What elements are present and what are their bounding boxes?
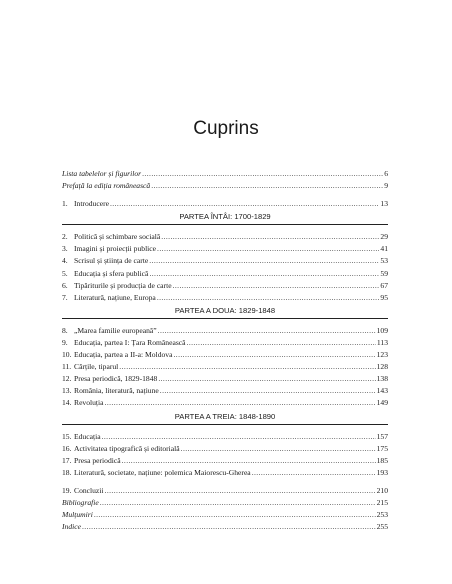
toc-entry-page: 175 bbox=[376, 443, 388, 453]
toc-entry-number: 7. bbox=[62, 292, 68, 302]
toc-entry[interactable] bbox=[62, 361, 388, 373]
toc-entry-page: 128 bbox=[376, 362, 388, 372]
toc-entry-label: Educația, partea I: Țara Românească bbox=[74, 337, 186, 347]
leader-dots bbox=[149, 255, 379, 267]
toc-entry-number: 17. bbox=[62, 455, 72, 465]
toc-entry-page: 157 bbox=[376, 431, 388, 441]
toc-entry-number: 11. bbox=[62, 362, 72, 372]
leader-dots bbox=[160, 385, 376, 397]
toc-entry-page: 143 bbox=[376, 386, 388, 396]
toc-entry-number: 4. bbox=[62, 256, 68, 266]
toc-entry-number: 19. bbox=[62, 485, 72, 495]
leader-dots bbox=[173, 280, 380, 292]
toc-entry-label: Politică și schimbare socială bbox=[74, 232, 161, 242]
toc-entry[interactable] bbox=[62, 198, 388, 210]
toc-entry[interactable] bbox=[62, 337, 388, 349]
toc-entry[interactable] bbox=[62, 255, 388, 267]
toc-entry[interactable] bbox=[62, 509, 388, 521]
toc-entry-number: 12. bbox=[62, 374, 72, 384]
toc-entry-page: 138 bbox=[376, 374, 388, 384]
toc-entry-label: Presa periodică bbox=[74, 455, 121, 465]
leader-dots bbox=[161, 231, 379, 243]
toc-entry[interactable] bbox=[62, 431, 388, 443]
toc-entry-page: 59 bbox=[380, 268, 388, 278]
leader-dots bbox=[82, 521, 376, 533]
leader-dots bbox=[110, 198, 379, 210]
toc-entry-label: Indice bbox=[62, 522, 81, 532]
leader-dots bbox=[142, 168, 383, 180]
toc-entry[interactable] bbox=[62, 373, 388, 385]
toc-entry-label: Concluzii bbox=[74, 485, 104, 495]
toc-entry-label: „Marea familie europeană” bbox=[74, 325, 157, 335]
toc-entry-page: 95 bbox=[380, 292, 388, 302]
toc-entry-label: Literatură, societate, națiune: polemica Maiorescu-Gherea bbox=[74, 467, 251, 477]
toc-entry-number: 18. bbox=[62, 467, 72, 477]
toc-entry-number: 14. bbox=[62, 398, 72, 408]
toc-entry[interactable] bbox=[62, 443, 388, 455]
toc-entry-page: 123 bbox=[376, 350, 388, 360]
toc-entry-label: Educația bbox=[74, 431, 101, 441]
toc-entry-page: 215 bbox=[376, 497, 388, 507]
toc-entry-page: 185 bbox=[376, 455, 388, 465]
part-heading: PARTEA A TREIA: 1848-1890 bbox=[62, 410, 388, 425]
leader-dots bbox=[157, 243, 379, 255]
leader-dots bbox=[94, 509, 376, 521]
leader-dots bbox=[105, 397, 376, 409]
toc-entry-page: 41 bbox=[380, 244, 388, 254]
toc-entry-label: Imagini și proiecții publice bbox=[74, 244, 157, 254]
toc-entry[interactable] bbox=[62, 397, 388, 409]
leader-dots bbox=[158, 325, 376, 337]
part-heading: PARTEA ÎNTÂI: 1700-1829 bbox=[62, 210, 388, 225]
toc-entry-page: 53 bbox=[380, 256, 388, 266]
toc-entry-number: 13. bbox=[62, 386, 72, 396]
page-title: Cuprins bbox=[193, 118, 259, 139]
leader-dots bbox=[181, 443, 376, 455]
toc-entry-number: 9. bbox=[62, 337, 68, 347]
toc-entry-number: 2. bbox=[62, 232, 68, 242]
toc-entry-number: 5. bbox=[62, 268, 68, 278]
toc-entry-page: 9 bbox=[384, 181, 388, 191]
toc-entry-label: Scrisul și știința de carte bbox=[74, 256, 149, 266]
leader-dots bbox=[158, 373, 375, 385]
toc-entry-label: Tipăriturile și producția de carte bbox=[74, 280, 172, 290]
toc-entry-page: 253 bbox=[376, 510, 388, 520]
leader-dots bbox=[105, 485, 376, 497]
toc-entry-page: 109 bbox=[376, 325, 388, 335]
toc-entry-label: Mulțumiri bbox=[62, 510, 93, 520]
toc-entry[interactable] bbox=[62, 385, 388, 397]
toc-entry[interactable] bbox=[62, 521, 388, 533]
toc-entry-label: Cărțile, tiparul bbox=[74, 362, 119, 372]
toc-entry[interactable] bbox=[62, 325, 388, 337]
toc-entry-label: România, literatură, națiune bbox=[74, 386, 159, 396]
toc-entry-label: Presa periodică, 1829-1848 bbox=[74, 374, 158, 384]
toc-entry-page: 193 bbox=[376, 467, 388, 477]
toc-entry-page: 6 bbox=[384, 169, 388, 178]
toc-entry[interactable] bbox=[62, 243, 388, 255]
leader-dots bbox=[252, 467, 376, 479]
toc-entry-page: 67 bbox=[380, 280, 388, 290]
leader-dots bbox=[187, 337, 376, 349]
toc-entry-label: Activitatea tipografică și editorială bbox=[74, 443, 180, 453]
toc-entry[interactable] bbox=[62, 231, 388, 243]
toc-entry[interactable] bbox=[62, 268, 388, 280]
toc-entry-page: 13 bbox=[380, 199, 388, 209]
toc-entry[interactable] bbox=[62, 168, 388, 180]
toc-entry[interactable] bbox=[62, 485, 388, 497]
toc-entry-number: 16. bbox=[62, 443, 72, 453]
toc-entry[interactable] bbox=[62, 497, 388, 509]
toc-entry[interactable] bbox=[62, 467, 388, 479]
toc-entry-number: 6. bbox=[62, 280, 68, 290]
toc-entry-page: 29 bbox=[380, 232, 388, 242]
toc-entry-number: 15. bbox=[62, 431, 72, 441]
part-heading: PARTEA A DOUA: 1829-1848 bbox=[62, 304, 388, 319]
toc-entry-page: 210 bbox=[376, 485, 388, 495]
leader-dots bbox=[157, 292, 380, 304]
toc-entry-number: 1. bbox=[62, 199, 68, 209]
table-of-contents bbox=[62, 168, 388, 533]
toc-entry-number: 8. bbox=[62, 325, 68, 335]
leader-dots bbox=[151, 180, 383, 192]
toc-entry[interactable] bbox=[62, 455, 388, 467]
toc-entry-label: Bibliografie bbox=[62, 497, 99, 507]
leader-dots bbox=[173, 349, 375, 361]
toc-entry-label: Educația și sfera publică bbox=[74, 268, 149, 278]
toc-entry[interactable] bbox=[62, 349, 388, 361]
toc-entry-page: 149 bbox=[376, 398, 388, 408]
leader-dots bbox=[122, 455, 376, 467]
toc-entry-label: Literatură, națiune, Europa bbox=[74, 292, 156, 302]
toc-entry-label: Prefață la ediția românească bbox=[62, 181, 151, 191]
toc-entry-label: Educația, partea a II-a: Moldova bbox=[74, 350, 173, 360]
toc-entry-label: Introducere bbox=[74, 199, 109, 209]
toc-entry-label: Revoluția bbox=[74, 398, 104, 408]
toc-entry-page: 113 bbox=[376, 337, 388, 347]
leader-dots bbox=[119, 361, 375, 373]
toc-entry[interactable] bbox=[62, 180, 388, 192]
leader-dots bbox=[102, 431, 376, 443]
toc-entry[interactable] bbox=[62, 280, 388, 292]
toc-entry-number: 10. bbox=[62, 350, 72, 360]
leader-dots bbox=[149, 268, 379, 280]
toc-entry-label: Lista tabelelor și figurilor bbox=[62, 169, 142, 178]
toc-entry-number: 3. bbox=[62, 244, 68, 254]
toc-entry-page: 255 bbox=[376, 522, 388, 532]
leader-dots bbox=[100, 497, 376, 509]
toc-entry[interactable] bbox=[62, 292, 388, 304]
